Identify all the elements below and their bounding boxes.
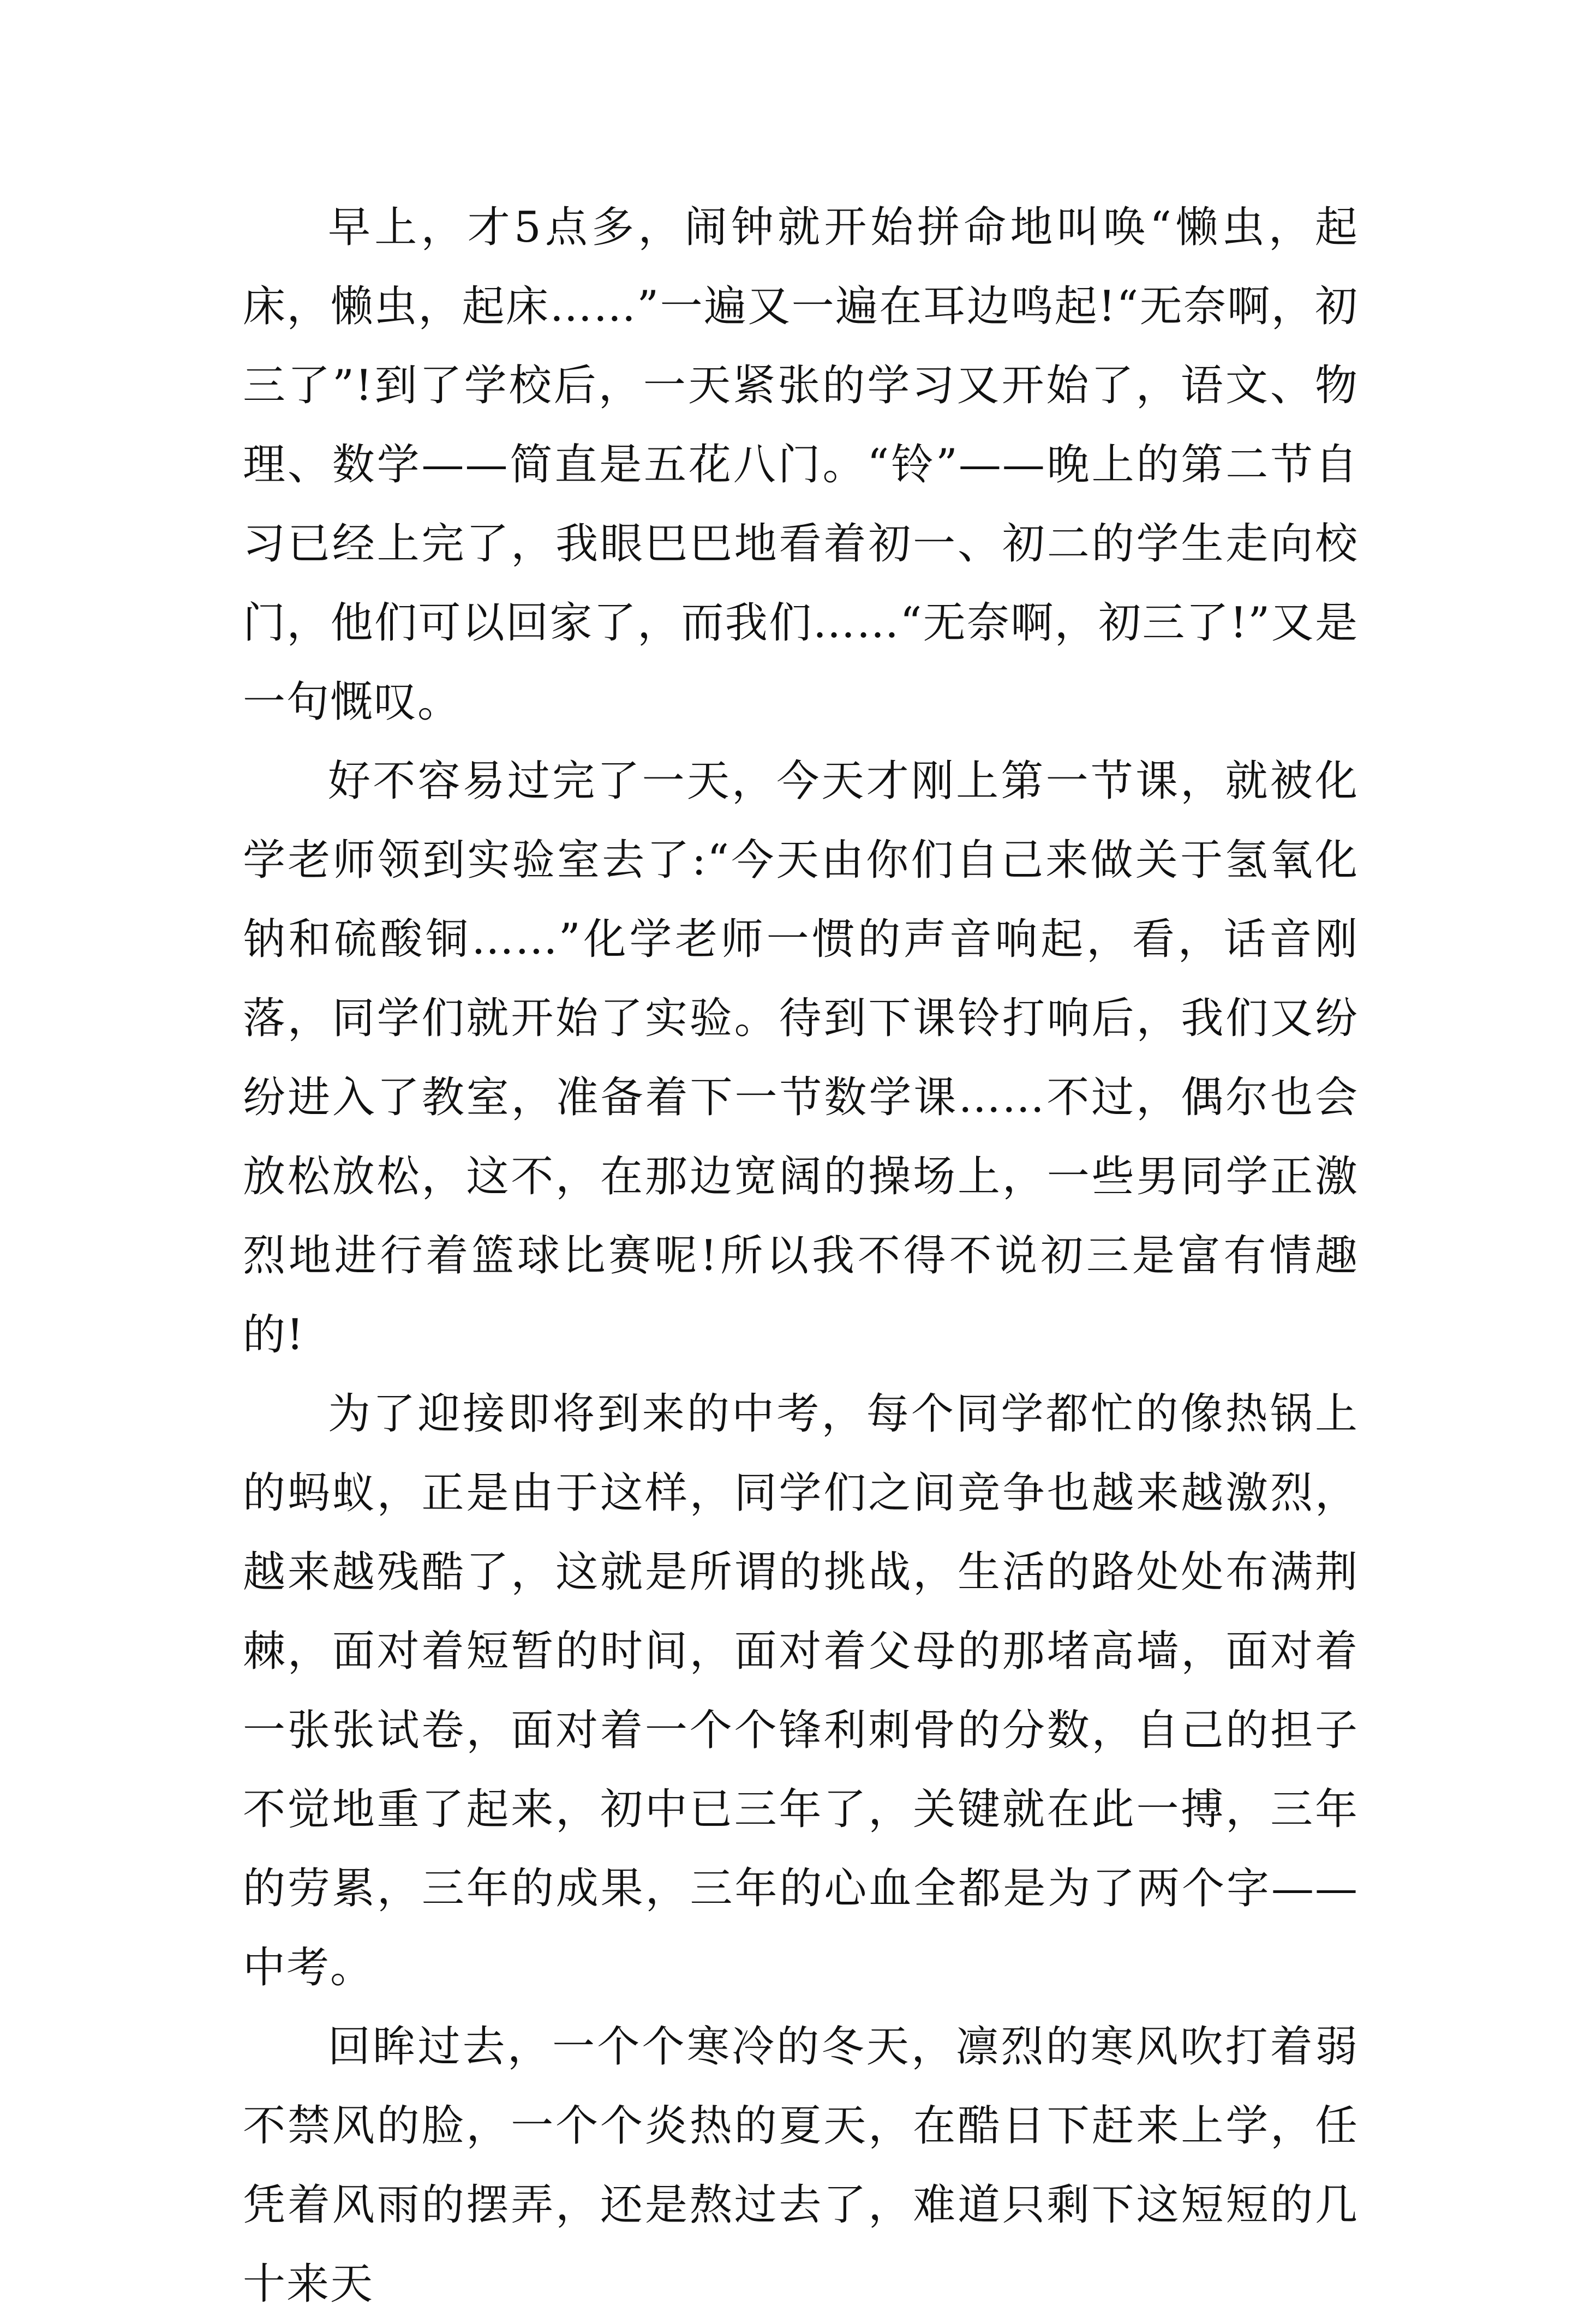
paragraph-1: 早上，才5点多，闹钟就开始拼命地叫唤“懒虫，起床，懒虫，起床……”一遍又一遍在耳边鸣起!“无奈啊，初三了”!到了学校后，一天紧张的学习又开始了，语文、物理、数学——简直是五花八门。“铃”——晚上的第二节自习已经上完了，我眼巴巴地看着初一、初二的学生走向校门，他们可以回家了，而我们……“无奈啊，初三了!”又是一句慨叹。 (243, 203, 1359, 727)
essay-body (243, 188, 1359, 2324)
paragraph-2: 好不容易过完了一天，今天才刚上第一节课，就被化学老师领到实验室去了:“今天由你们自己来做关于氢氧化钠和硫酸铜……”化学老师一惯的声音响起，看，话音刚落，同学们就开始了实验。待到下课铃打响后，我们又纷纷进入了教室，准备着下一节数学课……不过，偶尔也会放松放松，这不，在那边宽阔的操场上，一些男同学正激烈地进行着篮球比赛呢!所以我不得不说初三是富有情趣的! (243, 757, 1359, 1359)
paragraph-4: 回眸过去，一个个寒冷的冬天，凛烈的寒风吹打着弱不禁风的脸，一个个炎热的夏天，在酷日下赶来上学，任凭着风雨的摆弄，还是熬过去了，难道只剩下这短短的几十来天 (243, 2022, 1359, 2309)
paragraph-3: 为了迎接即将到来的中考，每个同学都忙的像热锅上的蚂蚁，正是由于这样，同学们之间竞争也越来越激烈，越来越残酷了，这就是所谓的挑战，生活的路处处布满荆棘，面对着短暂的时间，面对着父母的那堵高墙，面对着一张张试卷，面对着一个个锋利刺骨的分数，自己的担子不觉地重了起来，初中已三年了，关键就在此一搏，三年的劳累，三年的成果，三年的心血全都是为了两个字——中考。 (243, 1389, 1359, 1992)
